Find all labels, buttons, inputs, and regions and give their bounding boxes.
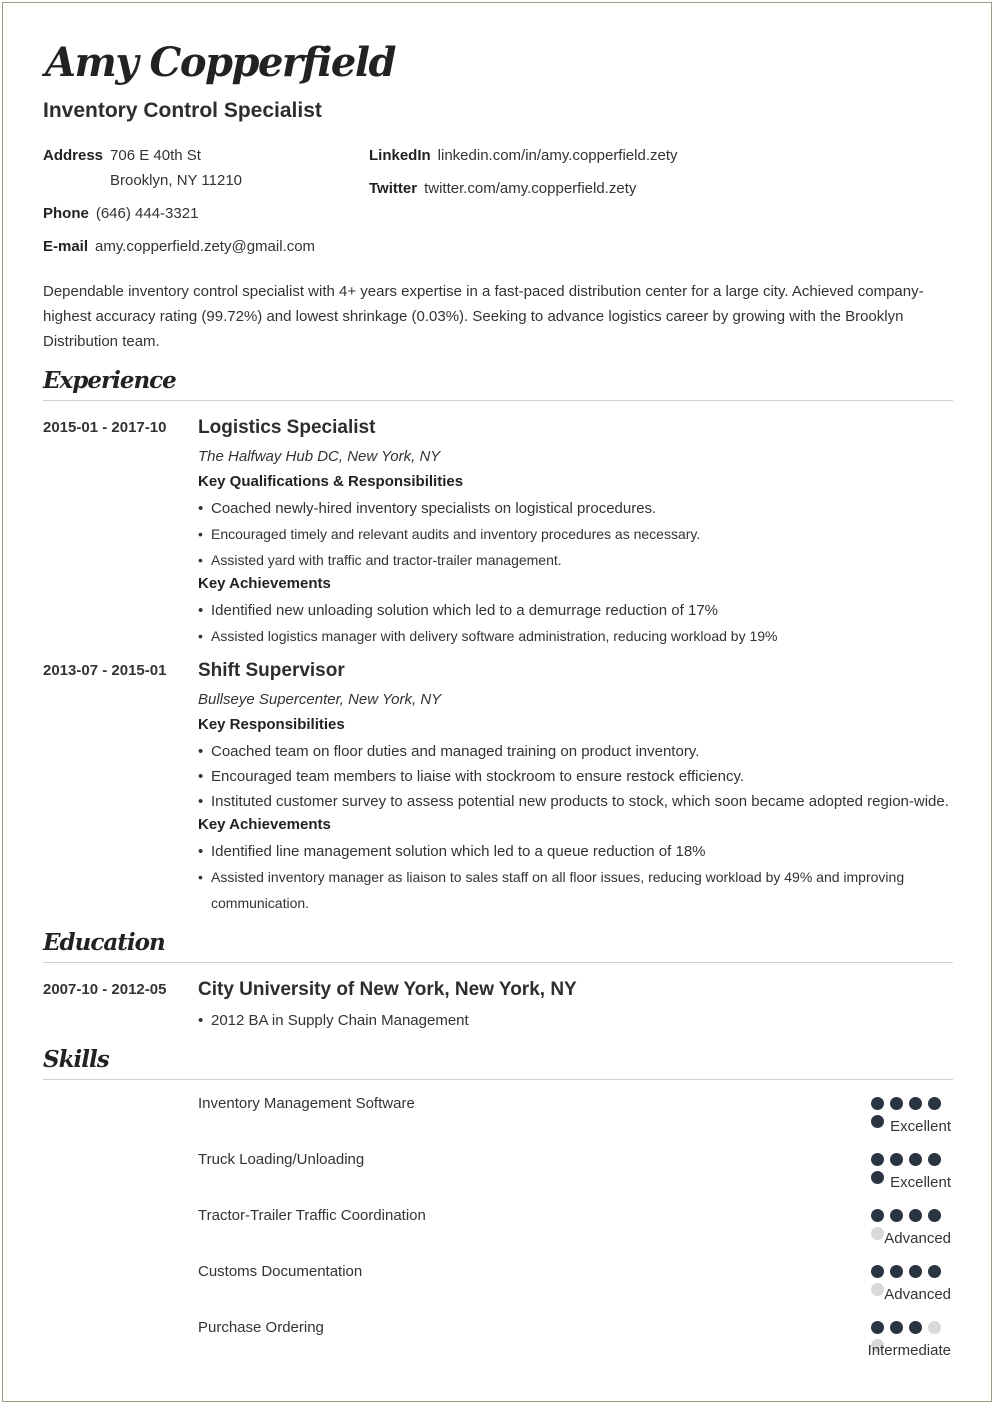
rating-dot-filled [871,1171,884,1184]
list-item [198,547,958,573]
bullet-icon: • [198,869,203,885]
rating-dot-filled [909,1153,922,1166]
bullet-icon: • [198,552,203,568]
list-item [198,623,958,649]
bullet-text: Identified new unloading solution which led to a demurrage reduction of 17% [211,602,718,619]
rating-dot-filled [890,1153,903,1166]
skill-level: Advanced [884,1286,951,1303]
skill-rating [871,1153,953,1167]
skill-level: Excellent [890,1118,951,1135]
twitter-label: Twitter [369,180,418,197]
job-dates: 2015-01 - 2017-10 [43,419,167,436]
list-item [198,598,958,623]
candidate-name: Amy Copperfield [45,39,396,86]
email-value[interactable]: amy.copperfield.zety@gmail.com [95,238,316,255]
rating-dot-filled [871,1209,884,1222]
section-divider [43,400,953,401]
bullet-icon: • [198,1012,204,1029]
rating-dot-filled [871,1265,884,1278]
section-divider [43,1079,953,1080]
job-subheading: Key Achievements [198,575,331,592]
bullet-icon: • [198,500,204,517]
skill-level: Excellent [890,1174,951,1191]
bullet-text: Encouraged team members to liaise with stockroom to ensure restock efficiency. [211,768,745,785]
list-item [198,789,958,814]
bullet-text: Identified line management solution which led to a queue reduction of 18% [211,843,706,860]
bullet-text: 2012 BA in Supply Chain Management [211,1012,469,1029]
rating-dot-filled [890,1321,903,1334]
job-title: Logistics Specialist [198,417,376,438]
rating-dot-filled [928,1097,941,1110]
job-title: Shift Supervisor [198,660,345,681]
education-school: City University of New York, New York, NY [198,979,577,1000]
skill-name: Tractor-Trailer Traffic Coordination [198,1207,426,1224]
list-item [198,839,958,864]
skill-rating [871,1209,953,1223]
skill-level: Intermediate [867,1342,951,1359]
job-subheading: Key Responsibilities [198,716,345,733]
bullet-text: Assisted inventory manager as liaison to sales staff on all floor issues, reducing workload by 49% and improving communication. [211,869,905,911]
phone-label: Phone [43,205,89,222]
contact-address [43,143,201,168]
contact-phone [43,201,198,226]
skill-level: Advanced [884,1230,951,1247]
bullet-text: Assisted logistics manager with delivery software administration, reducing workload by 19% [211,628,778,644]
candidate-title: Inventory Control Specialist [43,99,322,122]
bullet-text: Assisted yard with traffic and tractor-trailer management. [211,552,562,568]
education-dates: 2007-10 - 2012-05 [43,981,167,998]
experience-heading: Experience [43,367,176,394]
rating-dot-empty [928,1321,941,1334]
skill-rating [871,1265,953,1279]
bullet-text: Instituted customer survey to assess potential new products to stock, which soon became adopted region-wide. [211,793,949,810]
contact-twitter [369,176,636,201]
skill-name: Inventory Management Software [198,1095,415,1112]
skill-name: Customs Documentation [198,1263,363,1280]
bullet-text: Encouraged timely and relevant audits and inventory procedures as necessary. [211,526,701,542]
bullet-icon: • [198,843,204,860]
linkedin-label: LinkedIn [369,147,431,164]
rating-dot-filled [909,1097,922,1110]
education-heading: Education [43,929,165,956]
list-item [198,764,958,789]
skill-name: Purchase Ordering [198,1319,324,1336]
bullet-icon: • [198,602,204,619]
skill-rating [871,1097,953,1111]
rating-dot-empty [871,1227,884,1240]
phone-value: (646) 444-3321 [95,205,199,222]
twitter-value[interactable]: twitter.com/amy.copperfield.zety [424,180,637,197]
rating-dot-filled [909,1209,922,1222]
job-dates: 2013-07 - 2015-01 [43,662,167,679]
skill-name: Truck Loading/Unloading [198,1151,365,1168]
linkedin-value[interactable]: linkedin.com/in/amy.copperfield.zety [437,147,678,164]
address-line2: Brooklyn, NY 11210 [110,172,243,189]
rating-dot-filled [928,1265,941,1278]
professional-summary: Dependable inventory control specialist with 4+ years expertise in a fast-paced distribution center for a large city. Achieved company-highest accuracy rating (99.72%) and lowest shrinkage (0.03%). Seeking to advance logistics career by growing with the Brooklyn Distribution team. [43,283,924,350]
rating-dot-filled [890,1209,903,1222]
rating-dot-filled [871,1321,884,1334]
rating-dot-filled [928,1209,941,1222]
bullet-icon: • [198,526,203,542]
list-item [198,1008,958,1033]
contact-email [43,234,315,259]
section-divider [43,962,953,963]
job-company: Bullseye Supercenter, New York, NY [198,691,442,708]
rating-dot-filled [871,1097,884,1110]
list-item [198,521,958,547]
list-item [198,864,918,916]
bullet-icon: • [198,793,204,810]
job-subheading: Key Achievements [198,816,331,833]
list-item [198,739,958,764]
rating-dot-filled [871,1153,884,1166]
rating-dot-empty [871,1283,884,1296]
bullet-text: Coached newly-hired inventory specialists on logistical procedures. [211,500,657,517]
address-line1: 706 E 40th St [110,147,201,164]
bullet-icon: • [198,743,204,760]
job-subheading: Key Qualifications & Responsibilities [198,473,464,490]
resume-page [2,2,992,1402]
bullet-icon: • [198,768,204,785]
rating-dot-filled [909,1321,922,1334]
bullet-text: Coached team on floor duties and managed training on product inventory. [211,743,700,760]
contact-linkedin [369,143,678,168]
email-label: E-mail [43,238,89,255]
rating-dot-filled [890,1265,903,1278]
rating-dot-filled [871,1115,884,1128]
skills-heading: Skills [43,1046,109,1073]
job-company: The Halfway Hub DC, New York, NY [198,448,441,465]
bullet-icon: • [198,628,203,644]
rating-dot-filled [928,1153,941,1166]
rating-dot-filled [909,1265,922,1278]
list-item [198,496,958,521]
rating-dot-filled [890,1097,903,1110]
skill-rating [871,1321,953,1335]
address-label: Address [43,147,104,164]
